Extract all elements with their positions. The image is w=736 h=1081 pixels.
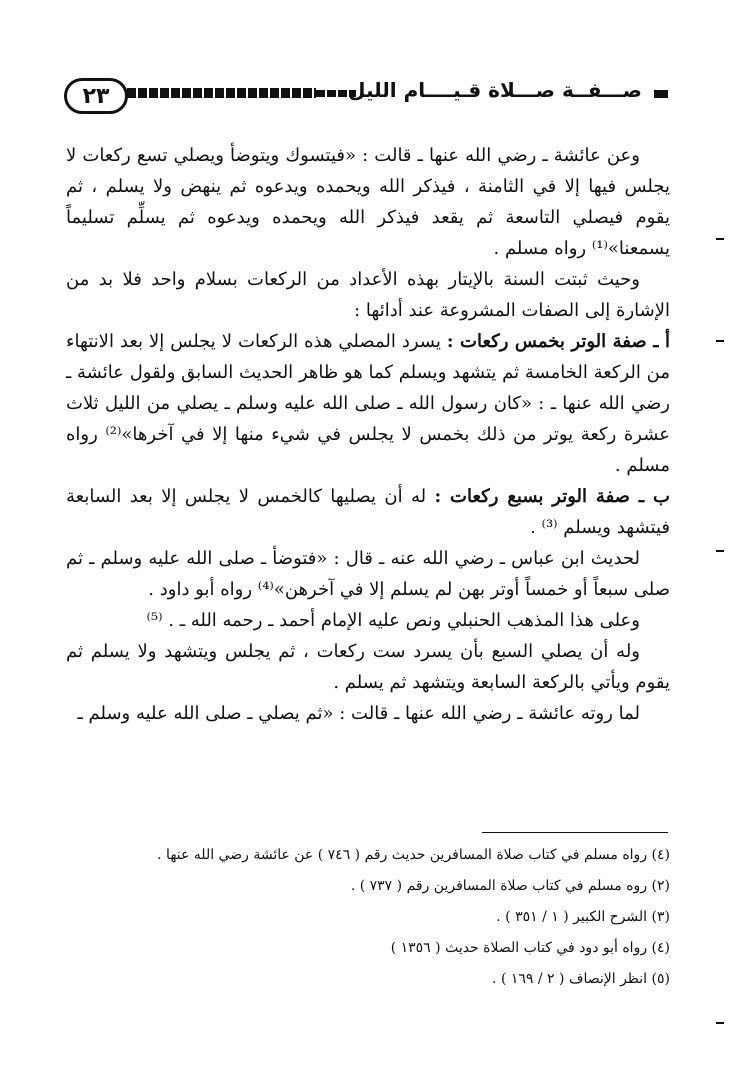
page-header [64, 74, 668, 118]
margin-mark [716, 550, 724, 552]
footnote: (٢) روه مسلم في كتاب صلاة المسافرين رقم ( ٧٣٧ ) . [350, 878, 670, 894]
paragraph: وعن عائشة ـ رضي الله عنها ـ قالت : «فيتسوك ويتوضأ ويصلي تسع ركعات لا يجلس فيها إلا في الثامنة ، فيذكر الله ويحمده ويدعوه ثم ينهض ولا يسلم ، ثم يقوم فيصلي التاسعة ثم يقعد فيذكر الله ويحمده ويدعوه ثم يسلِّم تسليماً يسمعنا»⁽¹⁾ رواه مسلم . [66, 145, 670, 259]
section-heading: أ ـ صفة الوتر بخمس ركعات : [446, 331, 670, 352]
header-rule [116, 88, 316, 98]
paragraph-text: له أن يصليها كالخمس لا يجلس إلا بعد السابعة فيتشهد ويسلم ⁽³⁾ . [66, 486, 670, 538]
paragraph: لما روته عائشة ـ رضي الله عنها ـ قالت : «ثم يصلي ـ صلى الله عليه وسلم ـ [77, 703, 640, 724]
header-bullet [654, 90, 668, 98]
paragraph: وله أن يصلي السبع بأن يسرد ست ركعات ، ثم يجلس ويتشهد ولا يسلم ثم يقوم ويأتي بالركعة السابعة ويتشهد ثم يسلم . [66, 641, 670, 693]
main-text [66, 140, 670, 729]
running-title: صـــفــة صـــلاة قـيــــام الليل [348, 78, 642, 102]
section-heading: ب ـ صفة الوتر بسبع ركعات : [434, 486, 670, 507]
page-number: ٢٣ [64, 78, 128, 114]
footnote: (٥) انظر الإنصاف ( ٢ / ١٦٩ ) . [492, 971, 670, 987]
paragraph: وعلى هذا المذهب الحنبلي ونص عليه الإمام أحمد ـ رحمه الله ـ . ⁽⁵⁾ [146, 610, 640, 631]
footnote-divider [482, 832, 668, 833]
paragraph [66, 326, 670, 481]
margin-mark [716, 1022, 724, 1024]
paragraph: لحديث ابن عباس ـ رضي الله عنه ـ قال : «فتوضأ ـ صلى الله عليه وسلم ـ ثم صلى سبعاً أو خمساً أوتر بهن لم يسلم إلا في آخرهن»⁽⁴⁾ رواه أبو داود . [66, 548, 670, 600]
margin-mark [716, 238, 724, 240]
footnotes [66, 840, 670, 995]
footnote: (٤) رواه مسلم في كتاب صلاة المسافرين حديث رقم ( ٧٤٦ ) عن عائشة رضي الله عنها . [157, 847, 670, 863]
paragraph-text: يسرد المصلي هذه الركعات لا يجلس إلا بعد الانتهاء من الركعة الخامسة ثم يتشهد ويسلم كما هو ظاهر الحديث السابق ولقول عائشة ـ رضي الله عنها ـ : «كان رسول الله ـ صلى الله عليه وسلم ـ يصلي من الليل ثلاث عشرة ركعة يوتر من ذلك بخمس لا يجلس في شيء منها إلا في آخرها»⁽²⁾ رواه مسلم . [66, 331, 670, 476]
footnote: (٣) الشرح الكبير ( ١ / ٣٥١ ) . [496, 909, 670, 925]
footnote: (٤) رواه أبو دود في كتاب الصلاة حديث ( ١٣٥٦ ) [390, 940, 670, 956]
margin-mark [716, 340, 724, 342]
paragraph [66, 481, 670, 543]
paragraph: وحيث ثبتت السنة بالإيتار بهذه الأعداد من الركعات بسلام واحد فلا بد من الإشارة إلى الصفات المشروعة عند أدائها : [66, 269, 670, 321]
